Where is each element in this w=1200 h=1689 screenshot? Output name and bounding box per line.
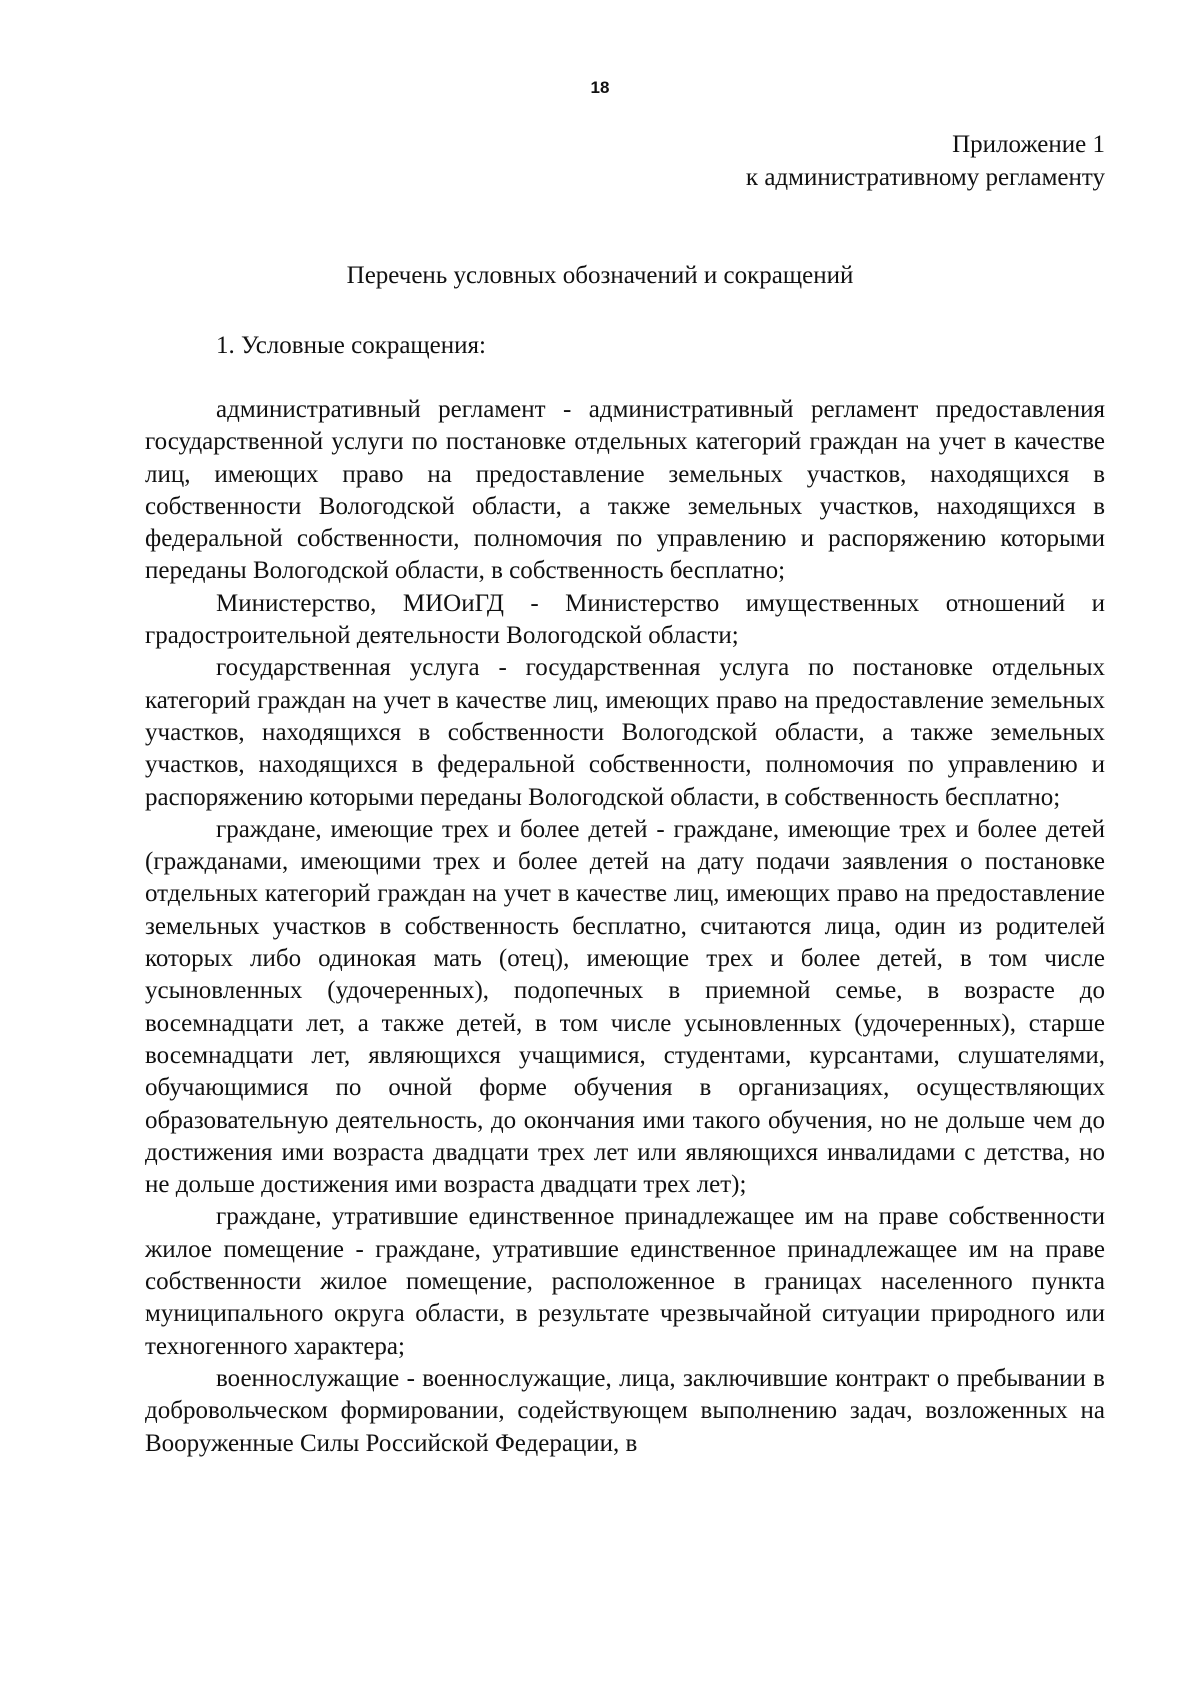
section-heading: 1. Условные сокращения: [216,332,486,359]
appendix-line-1: Приложение 1 [952,131,1105,158]
appendix-line-2: к административному регламенту [745,164,1105,191]
paragraph-large-families: граждане, имеющие трех и более детей - граждане, имеющие трех и более детей (гражданами, имеющими трех и более детей на дату подачи заявления о постановке отдельных категорий граждан на учет в качестве лиц, имеющих право на предоставление земельных участков в собственность бесплатно, считаются лица, один из родителей которых либо одинокая мать (отец), имеющие трех и более детей, в том числе усыновленных (удочеренных), подопечных в приемной семье, в возрасте до восемнадцати лет, а также детей, в том числе усыновленных (удочеренных), старше восемнадцати лет, являющихся учащимися, студентами, курсантами, слушателями, обучающимися по очной форме обучения в организациях, осуществляющих образовательную деятельность, до окончания ими такого обучения, но не дольше чем до достижения ими возраста двадцати трех лет или являющихся инвалидами с детства, но не дольше достижения ими возраста двадцати трех лет); [145,815,1105,1199]
appendix-label [746,128,1105,194]
paragraph-state-service: государственная услуга - государственная услуга по постановке отдельных категорий граждан на учет в качестве лиц, имеющих право на предоставление земельных участков, находящихся в собственности Вологодской области, а также земельных участков, находящихся в федеральной собственности, полномочия по управлению и распоряжению которыми переданы Вологодской области, в собственность бесплатно; [145,654,1105,811]
paragraph-ministry: Министерство, МИОиГД - Министерство имущественных отношений и градостроительной деятельности Вологодской области; [145,589,1105,650]
document-title: Перечень условных обозначений и сокращений [346,262,854,289]
paragraph-military: военнослужащие - военнослужащие, лица, заключившие контракт о пребывании в добровольческом формировании, содействующем выполнению задач, возложенных на Вооруженные Силы Российской Федерации, в [145,1364,1105,1457]
page-number: 18 [590,78,610,97]
paragraph-admin-regulation: административный регламент - административный регламент предоставления государственной услуги по постановке отдельных категорий граждан на учет в качестве лиц, имеющих право на предоставление земельных участков, находящихся в собственности Вологодской области, а также земельных участков, находящихся в федеральной собственности, полномочия по управлению и распоряжению которыми переданы Вологодской области, в собственность бесплатно; [145,396,1105,585]
document-body [145,394,1105,1460]
paragraph-lost-housing: граждане, утратившие единственное принадлежащее им на праве собственности жилое помещение - граждане, утратившие единственное принадлежащее им на праве собственности жилое помещение, расположенное в границах населенного пункта муниципального округа области, в результате чрезвычайной ситуации природного или техногенного характера; [145,1203,1105,1360]
